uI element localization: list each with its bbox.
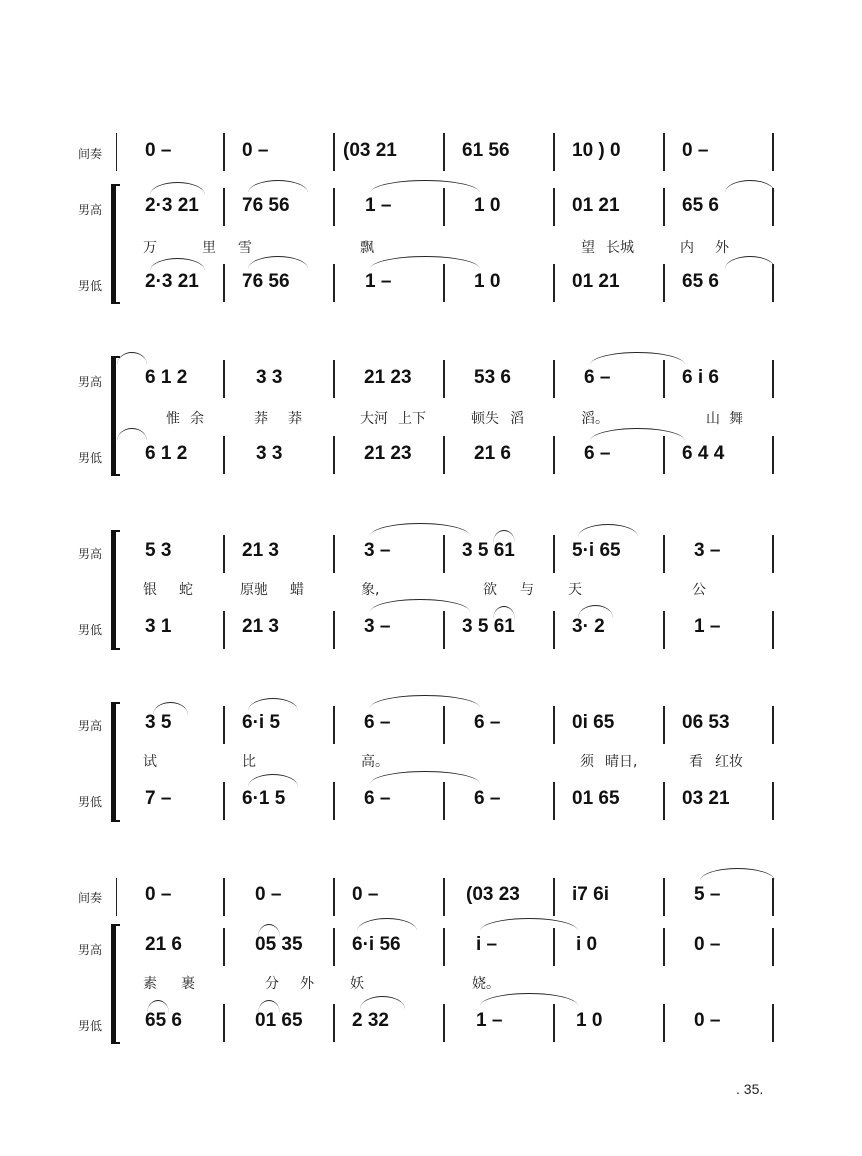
slur bbox=[248, 180, 308, 193]
barline bbox=[772, 133, 774, 171]
barline bbox=[333, 535, 335, 573]
slur bbox=[370, 695, 480, 708]
barline bbox=[553, 133, 555, 171]
barline bbox=[772, 1004, 774, 1042]
measure: 21 23 bbox=[364, 367, 412, 388]
barline bbox=[663, 1004, 665, 1042]
measure: (03 21 bbox=[343, 140, 397, 161]
lyric: 长城 bbox=[606, 240, 634, 256]
barline bbox=[223, 360, 225, 398]
measure: (03 23 bbox=[466, 884, 520, 905]
lyric: 须 bbox=[580, 754, 594, 770]
slur bbox=[248, 774, 298, 787]
lyric: 比 bbox=[242, 754, 256, 770]
measure: 6 i 6 bbox=[682, 367, 719, 388]
barline bbox=[553, 535, 555, 573]
barline bbox=[663, 928, 665, 966]
measure: 6 – bbox=[584, 367, 611, 388]
measure: 0 – bbox=[682, 140, 709, 161]
measure: 0i 65 bbox=[572, 712, 615, 733]
barline bbox=[223, 928, 225, 966]
lyric: 滔 bbox=[510, 411, 524, 427]
slur bbox=[370, 771, 480, 784]
page-number: . 35. bbox=[736, 1081, 764, 1097]
measure: 0 – bbox=[145, 140, 172, 161]
part-label-tenor: 男高 bbox=[78, 943, 103, 957]
barline bbox=[772, 264, 774, 302]
barline bbox=[223, 535, 225, 573]
barline bbox=[223, 782, 225, 820]
staff-bracket bbox=[111, 702, 116, 822]
barline bbox=[223, 1004, 225, 1042]
lyric: 望 bbox=[581, 240, 595, 256]
measure: 7 – bbox=[145, 788, 172, 809]
measure: 21 3 bbox=[242, 616, 279, 637]
slur bbox=[590, 428, 685, 441]
barline bbox=[443, 1004, 445, 1042]
measure: 1 0 bbox=[474, 195, 501, 216]
barline bbox=[223, 611, 225, 649]
measure: 0 – bbox=[694, 1010, 721, 1031]
slur bbox=[590, 352, 685, 365]
slur bbox=[370, 599, 470, 612]
measure: 6 4 4 bbox=[682, 443, 725, 464]
lyric: 高。 bbox=[361, 754, 389, 770]
measure: 3 – bbox=[694, 540, 721, 561]
barline bbox=[333, 706, 335, 744]
lyric: 晴日, bbox=[605, 754, 638, 770]
measure: 3· 2 bbox=[572, 616, 605, 637]
staff-bracket bbox=[111, 356, 116, 476]
lyric: 外 bbox=[715, 240, 729, 256]
measure: 6·i 5 bbox=[242, 712, 281, 733]
lyric: 试 bbox=[143, 754, 157, 770]
measure: 01 65 bbox=[255, 1010, 303, 1031]
lyric: 顿失 bbox=[471, 411, 499, 427]
barline bbox=[553, 188, 555, 226]
measure: 0 – bbox=[352, 884, 379, 905]
lyric: 欲 bbox=[483, 582, 497, 598]
barline bbox=[443, 928, 445, 966]
measure: 1 0 bbox=[474, 271, 501, 292]
measure: 3 3 bbox=[256, 367, 283, 388]
interlude-staff-line bbox=[116, 133, 117, 171]
barline bbox=[663, 264, 665, 302]
barline bbox=[663, 611, 665, 649]
barline bbox=[443, 436, 445, 474]
measure: 6 – bbox=[474, 712, 501, 733]
part-label-bass: 男低 bbox=[78, 1019, 103, 1033]
barline bbox=[333, 611, 335, 649]
part-label-bass: 男低 bbox=[78, 451, 103, 465]
lyric: 上下 bbox=[398, 411, 426, 427]
barline bbox=[223, 436, 225, 474]
lyric: 滔。 bbox=[581, 411, 609, 427]
measure: 03 21 bbox=[682, 788, 730, 809]
measure: 1 – bbox=[476, 1010, 503, 1031]
barline bbox=[553, 1004, 555, 1042]
barline bbox=[443, 264, 445, 302]
lyric: 内 bbox=[680, 240, 694, 256]
lyric: 公 bbox=[692, 582, 706, 598]
barline bbox=[772, 360, 774, 398]
measure: i 0 bbox=[576, 934, 598, 955]
measure: 3 – bbox=[364, 616, 391, 637]
lyric: 雪 bbox=[238, 240, 252, 256]
part-label-tenor: 男高 bbox=[78, 375, 103, 389]
barline bbox=[663, 360, 665, 398]
barline bbox=[223, 706, 225, 744]
lyric: 素 bbox=[143, 976, 157, 992]
measure: 76 56 bbox=[242, 271, 290, 292]
measure: 01 21 bbox=[572, 195, 620, 216]
measure: 0 – bbox=[242, 140, 269, 161]
measure: 21 23 bbox=[364, 443, 412, 464]
measure: 6 – bbox=[474, 788, 501, 809]
slur bbox=[117, 428, 147, 441]
measure: 2·3 21 bbox=[145, 271, 199, 292]
lyric: 原驰 bbox=[240, 582, 268, 598]
slur bbox=[357, 918, 417, 931]
measure: 01 65 bbox=[572, 788, 620, 809]
barline bbox=[553, 878, 555, 916]
slur bbox=[370, 523, 470, 536]
barline bbox=[223, 264, 225, 302]
barline bbox=[553, 360, 555, 398]
barline bbox=[663, 878, 665, 916]
slur bbox=[370, 180, 480, 193]
part-label-bass: 男低 bbox=[78, 623, 103, 637]
barline bbox=[443, 188, 445, 226]
measure: 65 6 bbox=[682, 271, 719, 292]
interlude-staff-line bbox=[116, 878, 117, 916]
barline bbox=[553, 782, 555, 820]
barline bbox=[772, 535, 774, 573]
slur bbox=[480, 918, 578, 931]
barline bbox=[663, 188, 665, 226]
barline bbox=[663, 436, 665, 474]
part-label-bass: 男低 bbox=[78, 795, 103, 809]
measure: 65 6 bbox=[682, 195, 719, 216]
measure: 21 6 bbox=[145, 934, 182, 955]
measure: 1 – bbox=[365, 271, 392, 292]
barline bbox=[333, 928, 335, 966]
slur bbox=[248, 256, 308, 269]
barline bbox=[663, 133, 665, 171]
barline bbox=[333, 360, 335, 398]
barline bbox=[443, 360, 445, 398]
lyric: 天 bbox=[568, 582, 582, 598]
measure: 0 – bbox=[694, 934, 721, 955]
slur bbox=[117, 352, 147, 365]
measure: 21 3 bbox=[242, 540, 279, 561]
barline bbox=[772, 928, 774, 966]
measure: 2·3 21 bbox=[145, 195, 199, 216]
lyric: 外 bbox=[300, 976, 314, 992]
measure: 3 1 bbox=[145, 616, 172, 637]
measure: 6 1 2 bbox=[145, 367, 188, 388]
barline bbox=[443, 782, 445, 820]
lyric: 莽 bbox=[254, 411, 268, 427]
lyric: 余 bbox=[190, 411, 204, 427]
barline bbox=[772, 706, 774, 744]
barline bbox=[772, 611, 774, 649]
slur bbox=[700, 868, 775, 881]
measure: 1 – bbox=[365, 195, 392, 216]
barline bbox=[553, 436, 555, 474]
staff-bracket bbox=[111, 530, 116, 650]
barline bbox=[443, 706, 445, 744]
measure: 3 – bbox=[364, 540, 391, 561]
part-label-interlude: 间奏 bbox=[78, 147, 103, 161]
barline bbox=[223, 878, 225, 916]
barline bbox=[772, 782, 774, 820]
measure: 10 ) 0 bbox=[572, 140, 621, 161]
measure: 3 3 bbox=[256, 443, 283, 464]
measure: 3 5 bbox=[145, 712, 172, 733]
barline bbox=[663, 706, 665, 744]
staff-bracket bbox=[111, 924, 116, 1044]
measure: 1 0 bbox=[576, 1010, 603, 1031]
lyric: 蜡 bbox=[290, 582, 304, 598]
lyric: 裹 bbox=[181, 976, 195, 992]
measure: 76 56 bbox=[242, 195, 290, 216]
lyric: 分 bbox=[265, 976, 279, 992]
slur bbox=[480, 993, 578, 1006]
lyric: 里 bbox=[202, 240, 216, 256]
slur bbox=[360, 996, 405, 1009]
measure: 3 5 61 bbox=[462, 616, 515, 637]
measure: 21 6 bbox=[474, 443, 511, 464]
measure: 0 – bbox=[255, 884, 282, 905]
measure: 1 – bbox=[694, 616, 721, 637]
barline bbox=[443, 878, 445, 916]
measure: 6·1 5 bbox=[242, 788, 286, 809]
measure: i – bbox=[476, 934, 498, 955]
lyric: 蛇 bbox=[179, 582, 193, 598]
lyric: 山 bbox=[706, 411, 720, 427]
measure: 61 56 bbox=[462, 140, 510, 161]
barline bbox=[333, 878, 335, 916]
measure: 6 1 2 bbox=[145, 443, 188, 464]
barline bbox=[333, 782, 335, 820]
barline bbox=[553, 706, 555, 744]
barline bbox=[443, 535, 445, 573]
measure: 05 35 bbox=[255, 934, 303, 955]
barline bbox=[333, 1004, 335, 1042]
lyric: 妖 bbox=[350, 976, 364, 992]
part-label-bass: 男低 bbox=[78, 279, 103, 293]
part-label-tenor: 男高 bbox=[78, 547, 103, 561]
slur bbox=[370, 256, 480, 269]
part-label-interlude: 间奏 bbox=[78, 891, 103, 905]
barline bbox=[443, 611, 445, 649]
measure: i7 6i bbox=[572, 884, 609, 905]
barline bbox=[443, 133, 445, 171]
barline bbox=[223, 188, 225, 226]
staff-bracket bbox=[111, 184, 116, 304]
slur bbox=[150, 182, 205, 195]
lyric: 莽 bbox=[288, 411, 302, 427]
barline bbox=[553, 611, 555, 649]
measure: 6 – bbox=[584, 443, 611, 464]
measure: 06 53 bbox=[682, 712, 730, 733]
measure: 5 3 bbox=[145, 540, 172, 561]
lyric: 舞 bbox=[729, 411, 743, 427]
measure: 6 – bbox=[364, 712, 391, 733]
lyric: 银 bbox=[143, 582, 157, 598]
barline bbox=[333, 436, 335, 474]
lyric: 看 bbox=[689, 754, 703, 770]
part-label-tenor: 男高 bbox=[78, 203, 103, 217]
barline bbox=[223, 133, 225, 171]
measure: 2 32 bbox=[352, 1010, 389, 1031]
measure: 6 – bbox=[364, 788, 391, 809]
slur bbox=[248, 698, 298, 711]
part-label-tenor: 男高 bbox=[78, 719, 103, 733]
barline bbox=[553, 264, 555, 302]
measure: 65 6 bbox=[145, 1010, 182, 1031]
measure: 5·i 65 bbox=[572, 540, 621, 561]
measure: 3 5 61 bbox=[462, 540, 515, 561]
slur bbox=[150, 258, 205, 271]
lyric: 娆。 bbox=[472, 976, 500, 992]
barline bbox=[772, 188, 774, 226]
barline bbox=[333, 188, 335, 226]
barline bbox=[663, 535, 665, 573]
measure: 6·i 56 bbox=[352, 934, 401, 955]
lyric: 飘 bbox=[360, 240, 374, 256]
lyric: 红妆 bbox=[715, 754, 743, 770]
slur bbox=[578, 524, 638, 537]
barline bbox=[333, 133, 335, 171]
measure: 01 21 bbox=[572, 271, 620, 292]
barline bbox=[663, 782, 665, 820]
barline bbox=[333, 264, 335, 302]
lyric: 惟 bbox=[166, 411, 180, 427]
lyric: 万 bbox=[143, 240, 157, 256]
barline bbox=[553, 928, 555, 966]
lyric: 大河 bbox=[360, 411, 388, 427]
measure: 53 6 bbox=[474, 367, 511, 388]
lyric: 与 bbox=[520, 582, 534, 598]
barline bbox=[772, 436, 774, 474]
measure: 5 – bbox=[694, 884, 721, 905]
lyric: 象, bbox=[361, 582, 380, 598]
slur bbox=[725, 256, 775, 269]
barline bbox=[772, 878, 774, 916]
measure: 0 – bbox=[145, 884, 172, 905]
slur bbox=[725, 180, 775, 193]
